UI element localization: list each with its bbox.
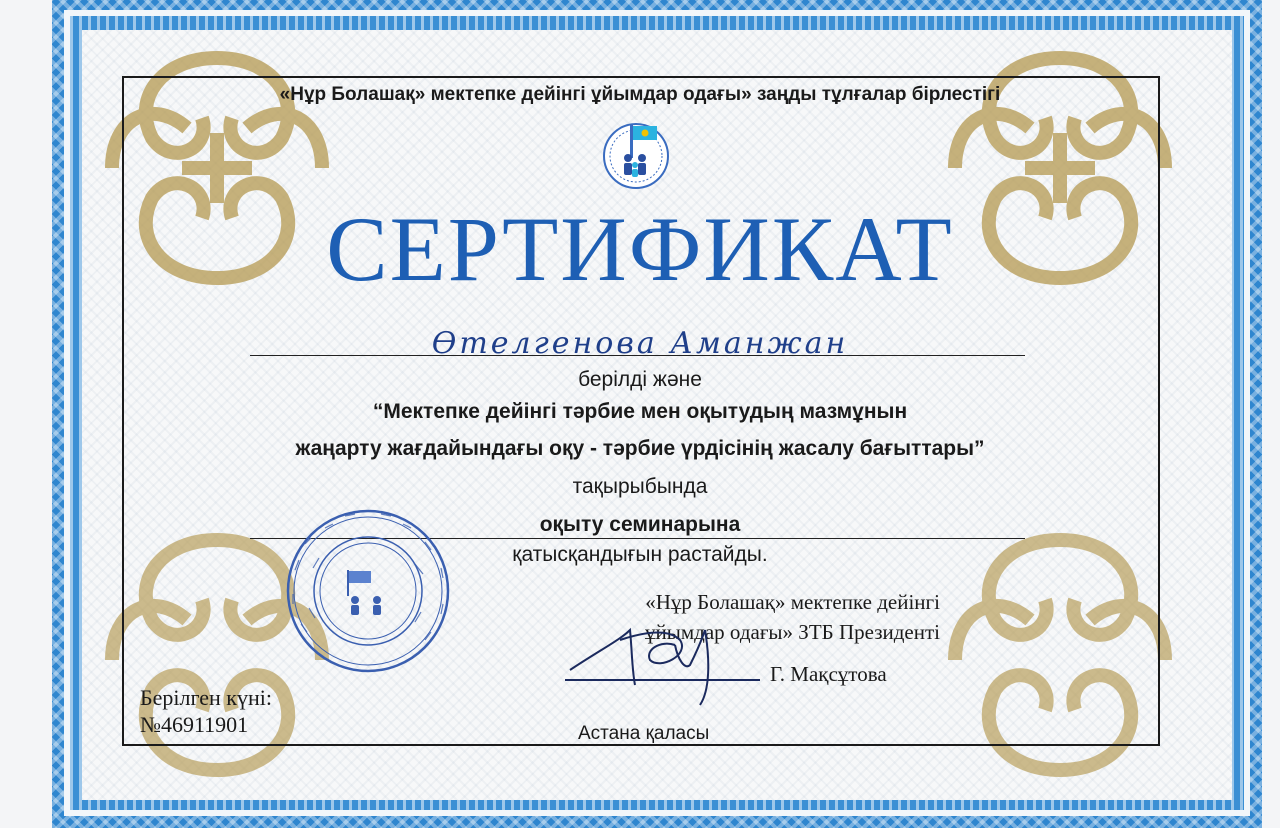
seminar-text: оқыту семинарына [539,513,741,536]
certificate-title: СЕРТИФИКАТ [326,198,954,300]
nur-bolashak-logo-icon [600,118,672,190]
organization-header: «Нұр Болашақ» мектепке дейінгі ұйымдар одағы» заңды тұлғалар бірлестігі [279,84,1001,105]
recipient-name: Өтелгенова Аманжан [431,326,849,361]
topic-label: тақырыбында [572,475,708,498]
topic-line-2: жаңарту жағдайындағы оқу - тәрбие үрдісінің жасалу бағыттары” [295,437,985,460]
city-name: Астана қаласы [578,723,710,744]
handwritten-signature [560,600,760,710]
issued-date-label: Берілген күні: [140,685,272,710]
signer-name: Г. Мақсұтова [770,662,887,686]
president-line-1: «Нұр Болашақ» мектепке дейінгі [645,590,940,614]
given-text: берілді және [578,368,702,391]
confirms-text: қатысқандығын растайды. [512,543,768,566]
certificate-number: №46911901 [140,712,249,737]
round-seal-stamp [285,508,451,674]
recipient-underline [250,355,1025,356]
president-line-2: ұйымдар одағы» ЗТБ Президенті [645,620,940,644]
topic-line-1: “Мектепке дейінгі тәрбие мен оқытудың мазмұнын [372,400,908,423]
